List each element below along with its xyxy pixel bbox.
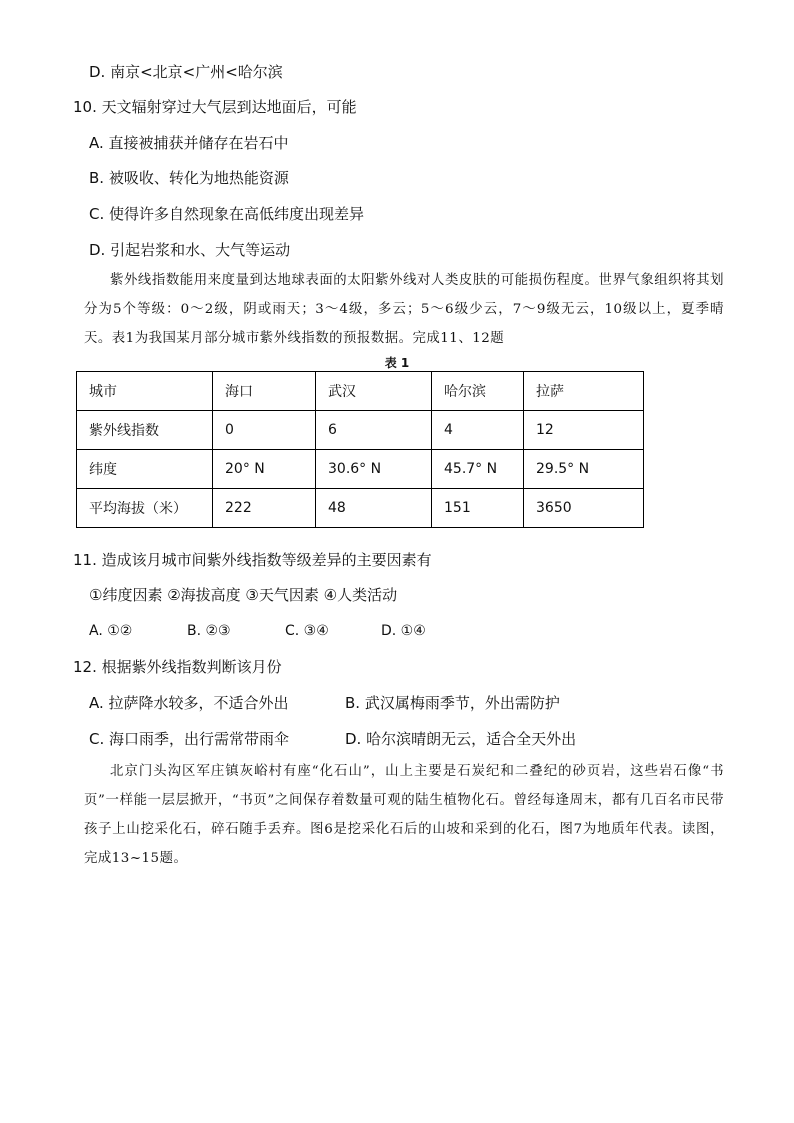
table-row (77, 411, 644, 450)
q10-option-b: B. 被吸收、转化为地热能资源 (89, 169, 289, 187)
table-cell: 29.5° N (524, 450, 644, 489)
q11-choice-a: A. ①② (89, 623, 133, 639)
table-cell: 城市 (77, 372, 213, 411)
table-cell: 6 (316, 411, 432, 450)
table-cell: 哈尔滨 (432, 372, 524, 411)
table-cell: 151 (432, 489, 524, 528)
table-cell: 222 (213, 489, 316, 528)
table-cell: 平均海拔（米） (77, 489, 213, 528)
table-cell: 4 (432, 411, 524, 450)
table-cell: 纬度 (77, 450, 213, 489)
q12-option-d: D. 哈尔滨晴朗无云，适合全天外出 (345, 730, 577, 748)
table-cell: 紫外线指数 (77, 411, 213, 450)
q10-stem: 10. 天文辐射穿过大气层到达地面后，可能 (73, 98, 357, 116)
table-row (77, 450, 644, 489)
q9-option-d: D. 南京<北京<广州<哈尔滨 (89, 63, 283, 81)
q12-option-b: B. 武汉属梅雨季节，外出需防护 (345, 694, 560, 712)
table-cell: 武汉 (316, 372, 432, 411)
table-cell: 0 (213, 411, 316, 450)
q11-choice-b: B. ②③ (187, 623, 231, 639)
passage-uv-index: 紫外线指数能用来度量到达地球表面的太阳紫外线对人类皮肤的可能损伤程度。世界气象组织将其划分为5个等级：0～2级，阴或雨天；3～4级，多云；5～6级少云，7～9级无云，10级以上，夏季晴天。表1为我国某月部分城市紫外线指数的预报数据。完成11、12题 (84, 273, 724, 346)
q10-option-c: C. 使得许多自然现象在高低纬度出现差异 (89, 205, 365, 223)
table-row (77, 372, 644, 411)
table-cell: 拉萨 (524, 372, 644, 411)
table-cell: 12 (524, 411, 644, 450)
q11-items: ①纬度因素 ②海拔高度 ③天气因素 ④人类活动 (89, 586, 398, 604)
table-cell: 48 (316, 489, 432, 528)
table-cell: 海口 (213, 372, 316, 411)
passage-fossil-mountain: 北京门头沟区军庄镇灰峪村有座“化石山”，山上主要是石炭纪和二叠纪的砂页岩，这些岩石像“书页”一样能一层层掀开，“书页”之间保存着数量可观的陆生植物化石。曾经每逢周末，都有几百名市民带孩子上山挖采化石，碎石随手丢弃。图6是挖采化石后的山坡和采到的化石，图7为地质年代表。读图，完成13~15题。 (84, 764, 724, 866)
q11-choice-c: C. ③④ (285, 623, 329, 639)
table-cell: 45.7° N (432, 450, 524, 489)
table-cell: 20° N (213, 450, 316, 489)
q11-choice-d: D. ①④ (381, 623, 426, 639)
uv-index-table (76, 371, 644, 528)
table-caption: 表 1 (384, 356, 410, 370)
q12-option-c: C. 海口雨季，出行需常带雨伞 (89, 730, 290, 748)
q10-option-a: A. 直接被捕获并储存在岩石中 (89, 134, 289, 152)
table-cell: 3650 (524, 489, 644, 528)
q12-option-a: A. 拉萨降水较多，不适合外出 (89, 694, 289, 712)
table-cell: 30.6° N (316, 450, 432, 489)
table-row (77, 489, 644, 528)
q11-stem: 11. 造成该月城市间紫外线指数等级差异的主要因素有 (73, 551, 432, 569)
q12-stem: 12. 根据紫外线指数判断该月份 (73, 658, 282, 676)
q10-option-d: D. 引起岩浆和水、大气等运动 (89, 241, 291, 259)
